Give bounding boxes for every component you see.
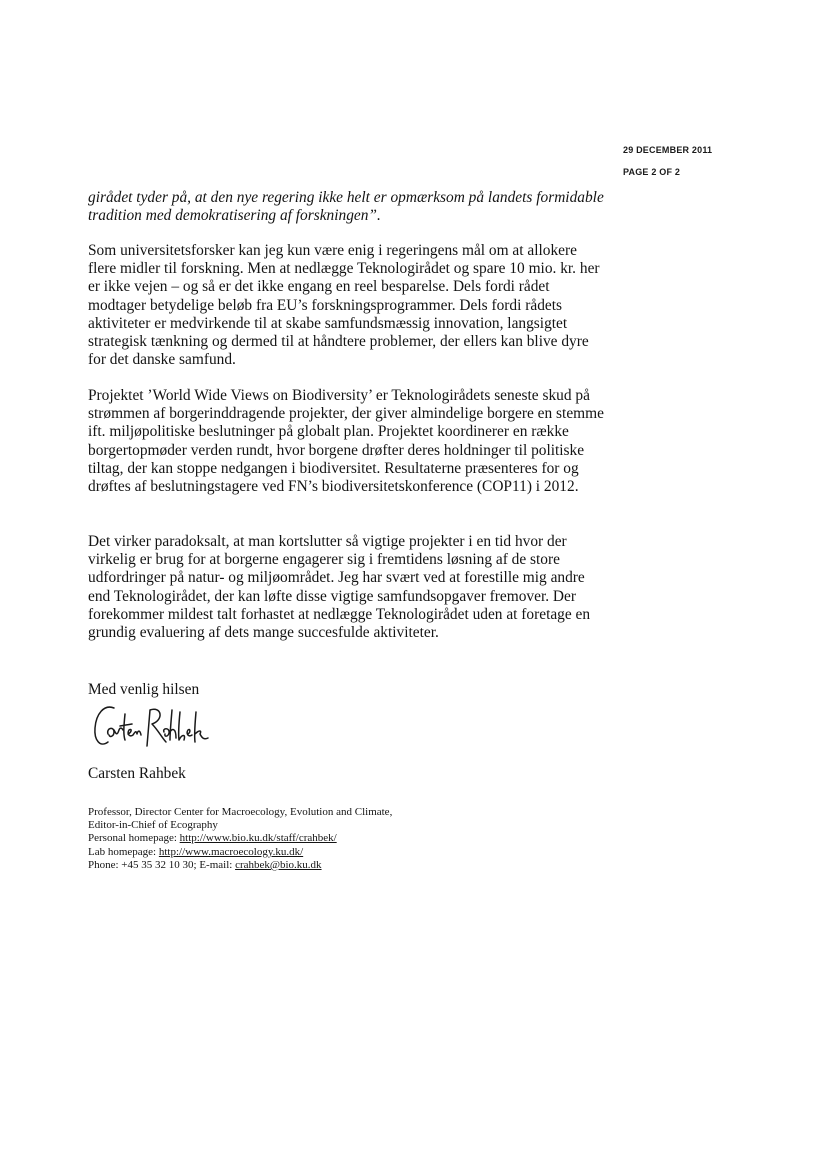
contact-block	[88, 806, 392, 872]
contact-lab-homepage	[88, 846, 392, 859]
page-number: PAGE 2 OF 2	[623, 167, 681, 177]
personal-homepage-link[interactable]: http://www.bio.ku.dk/staff/crahbek/	[179, 832, 337, 845]
email-link[interactable]: crahbek@bio.ku.dk	[235, 858, 322, 871]
closing-salutation: Med venlig hilsen	[88, 681, 200, 698]
contact-editor: Editor-in-Chief of Ecography	[88, 819, 218, 832]
body-paragraph-3: Det virker paradoksalt, at man kortslutter så vigtige projekter i en tid hvor der virkelig er brug for at borgerne engagerer sig i fremtidens løsning af de store udfordringer på natur- og miljøområdet. Jeg har svært ved at forestille mig andre end Teknologirådet, der kan løfte disse vigtige samfundsopgaver fremover. Der forekommer mildest talt forhastet at nedlægge Teknologirådet uden at foretage en grundig evaluering af dets mange succesfulde aktiviteter.	[88, 533, 591, 642]
contact-phone-email	[88, 859, 392, 872]
handwritten-signature	[92, 700, 212, 752]
contact-personal-homepage	[88, 832, 392, 845]
quote-continuation: girådet tyder på, at den nye regering ikke helt er opmærksom på landets formidable tradition med demokratisering af forskningen”.	[88, 189, 604, 225]
letter-date: 29 DECEMBER 2011	[623, 145, 713, 155]
body-paragraph-2: Projektet ’World Wide Views on Biodiversity’ er Teknologirådets seneste skud på strømmen af borgerinddragende projekter, der giver almindelige borgere en stemme ift. miljøpolitiske beslutninger på globalt plan. Projektet koordinerer en række borgertopmøder verden rundt, hvor borgene drøfter deres holdninger til politiske tiltag, der kan stoppe nedgangen i biodiversitet. Resultaterne præsenteres for og drøftes af beslutningstagere ved FN’s biodiversitetskonference (COP11) i 2012.	[88, 387, 604, 496]
body-paragraph-1: Som universitetsforsker kan jeg kun være enig i regeringens mål om at allokere flere midler til forskning. Men at nedlægge Teknologirådet og spare 10 mio. kr. her er ikke vejen – og så er det ikke engang en reel besparelse. Dels fordi rådet modtager betydelige beløb fra EU’s forskningsprogrammer. Dels fordi rådets aktiviteter er medvirkende til at skabe samfundsmæssig innovation, langsigtet strategisk tænkning og dermed til at håndtere problemer, der ellers kan blive dyre for det danske samfund.	[88, 242, 600, 369]
personal-homepage-label: Personal homepage:	[88, 832, 180, 845]
contact-title: Professor, Director Center for Macroecology, Evolution and Climate,	[88, 806, 393, 818]
lab-homepage-label: Lab homepage:	[88, 845, 159, 858]
phone-label: Phone: +45 35 32 10 30; E-mail:	[88, 858, 236, 871]
signer-name: Carsten Rahbek	[88, 765, 186, 782]
lab-homepage-link[interactable]: http://www.macroecology.ku.dk/	[158, 845, 304, 858]
